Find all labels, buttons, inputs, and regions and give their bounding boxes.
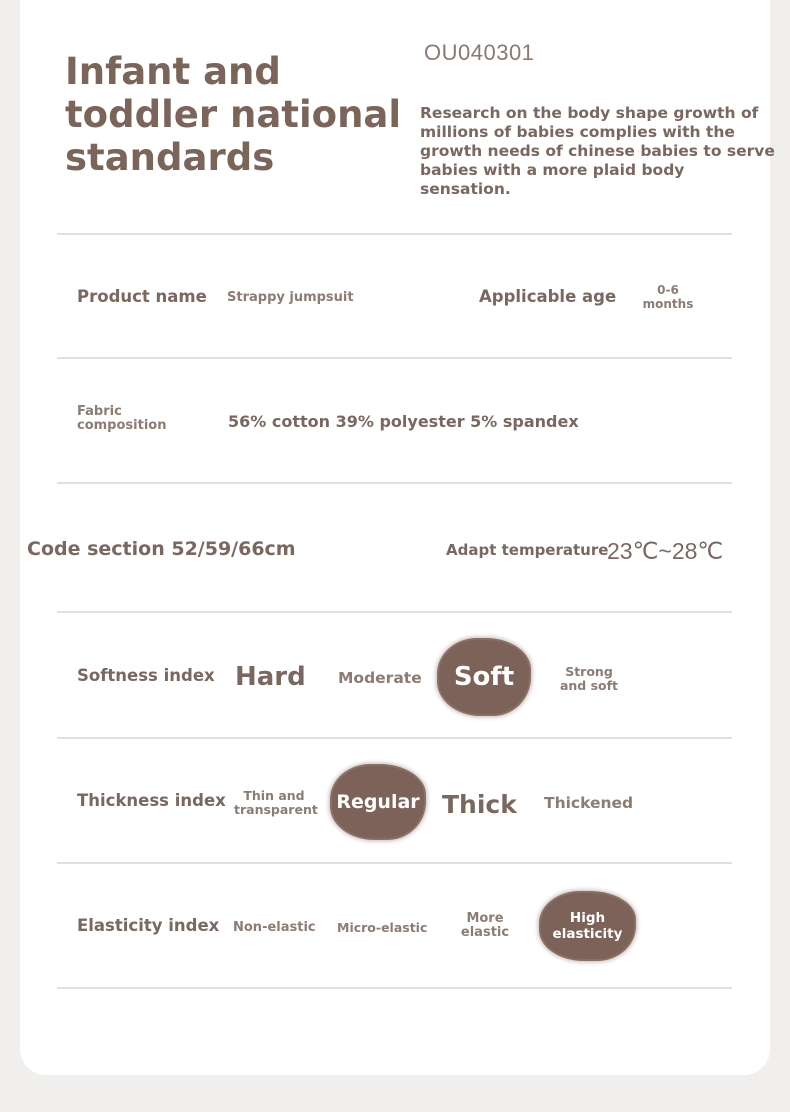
elasticity-option-high-selected bbox=[541, 893, 634, 959]
product-name-label: Product name bbox=[77, 287, 207, 306]
strong-line1: Strong bbox=[565, 664, 613, 679]
product-name-value: Strappy jumpsuit bbox=[227, 290, 354, 305]
softness-option-hard: Hard bbox=[235, 662, 306, 692]
softness-label: Softness index bbox=[77, 666, 215, 685]
elasticity-option-non-elastic: Non-elastic bbox=[233, 920, 316, 935]
code-section: Code section 52/59/66cm bbox=[27, 538, 296, 560]
thin-line1: Thin and bbox=[243, 788, 305, 803]
age-value-line1: 0-6 bbox=[657, 283, 679, 297]
thickness-option-regular-selected: Regular bbox=[332, 766, 424, 838]
fabric-label bbox=[77, 405, 166, 433]
fabric-value: 56% cotton 39% polyester 5% spandex bbox=[228, 412, 579, 431]
temperature-label: Adapt temperature bbox=[446, 541, 609, 559]
divider bbox=[57, 737, 732, 739]
high-line2: elasticity bbox=[552, 926, 623, 942]
fabric-label-line1: Fabric bbox=[77, 404, 122, 419]
softness-option-strong-and-soft bbox=[556, 665, 622, 693]
product-code: OU040301 bbox=[424, 40, 535, 65]
more-line2: elastic bbox=[460, 925, 510, 940]
elasticity-label: Elasticity index bbox=[77, 916, 220, 935]
thickness-option-thick: Thick bbox=[442, 790, 517, 819]
applicable-age-label: Applicable age bbox=[479, 287, 617, 306]
softness-option-moderate: Moderate bbox=[338, 669, 422, 687]
header-description: Research on the body shape growth of millions of babies complies with the growth needs of chinese babies to serve babies with a more plaid body sensation. bbox=[420, 104, 775, 198]
page-title: Infant and toddler national standards bbox=[65, 50, 402, 179]
fabric-label-line2: composition bbox=[77, 418, 167, 433]
elasticity-option-more-elastic bbox=[455, 912, 515, 940]
divider bbox=[57, 357, 732, 359]
applicable-age-value bbox=[640, 283, 696, 311]
elasticity-option-micro-elastic: Micro-elastic bbox=[337, 920, 428, 935]
thickness-label: Thickness index bbox=[77, 791, 226, 810]
divider bbox=[57, 987, 732, 989]
age-value-line2: months bbox=[642, 297, 694, 311]
divider bbox=[57, 611, 732, 613]
thickness-option-thin bbox=[234, 788, 318, 817]
divider bbox=[57, 233, 732, 235]
divider bbox=[57, 862, 732, 864]
divider bbox=[57, 482, 732, 484]
thin-line2: transparent bbox=[234, 802, 318, 817]
high-line1: High bbox=[569, 910, 606, 926]
strong-line2: and soft bbox=[559, 678, 619, 693]
softness-option-soft-selected: Soft bbox=[439, 640, 529, 714]
temperature-value: 23℃~28℃ bbox=[607, 538, 724, 564]
thickness-option-thickened: Thickened bbox=[544, 794, 634, 812]
more-line1: More bbox=[466, 911, 504, 926]
